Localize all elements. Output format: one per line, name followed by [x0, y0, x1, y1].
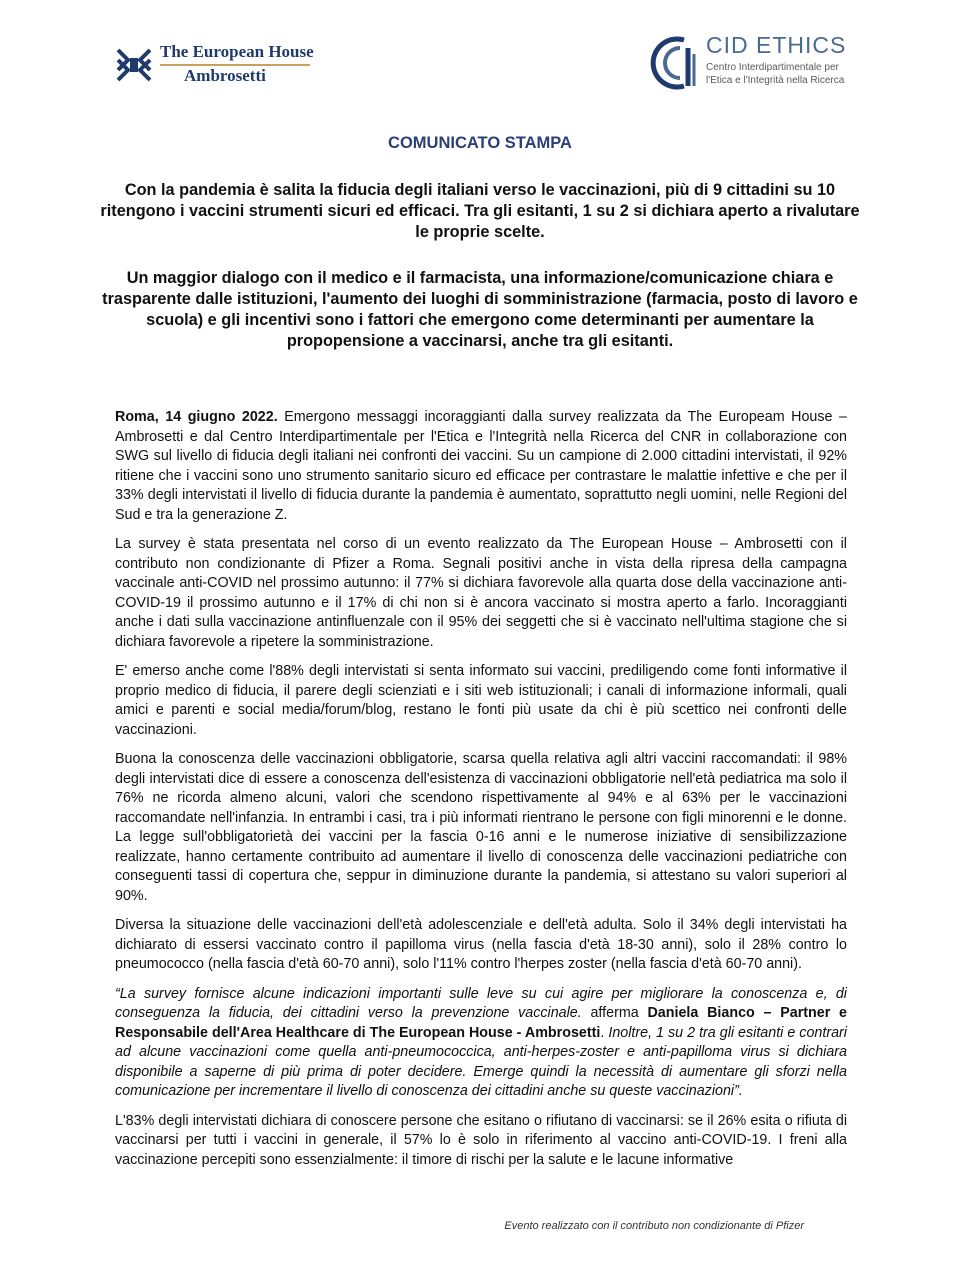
article-body — [115, 408, 847, 1180]
quote-part-1: “La survey fornisce alcune indicazioni importanti sulle leve su cui agire per migliorare la conoscenza e, di conseguenza la fiducia, dei cittadini verso la prevenzione vaccinale. — [115, 985, 847, 1021]
press-release-label: COMUNICATO STAMPA — [388, 134, 572, 152]
paragraph-1 — [115, 408, 847, 525]
cid-ethics-logo — [644, 32, 854, 94]
quote-separator: . — [600, 1024, 609, 1041]
ambrosetti-emblem-icon — [114, 44, 154, 84]
quote-part-2: Inoltre, 1 su 2 tra gli esitanti e contrari ad alcune vaccinazioni come quella anti-pneumococcica, anti-herpes-zoster e anti-papilloma virus si dichiara disponibile a saperne di più prima di poter decidere. Emerge quindi la necessità di aumentare gli sforzi nella comunicazione per incrementare il livello di conoscenza dei cittadini anche su queste vaccinazioni”. — [115, 1024, 847, 1099]
paragraph-1-text: Emergono messaggi incoraggianti dalla survey realizzata da The Europeam House – Ambrosetti e dal Centro Interdipartimentale per l'Etica e l'Integrità nella Ricerca del CNR in collaborazione con SWG sul livello di fiducia degli italiani nei confronti dei vaccini. Su un campione di 2.000 cittadini intervistati, il 92% ritiene che i vaccini sono uno strumento sanitario sicuro ed efficace per contrastare le malattie infettive e che per il 33% degli intervistati il livello di fiducia durante la pandemia è aumentato, soprattutto negli uomini, nelle Regioni del Sud e tra la generazione Z. — [115, 409, 847, 523]
the-european-house-ambrosetti-logo — [114, 42, 314, 88]
logo-text-ambrosetti: Ambrosetti — [184, 66, 266, 85]
paragraph-7: L'83% degli intervistati dichiara di conoscere persone che esitano o rifiutano di vaccinarsi: se il 26% esita o rifiuta di vaccinarsi per tutti i vaccini in generale, il 57% lo è solo in riferimento al vaccino anti-COVID-19. I freni alla vaccinazione percepiti sono essenzialmente: il timore di rischi per la salute e le lacune informative — [115, 1112, 847, 1168]
quote-speaker: Daniela Bianco – Partner e Responsabile dell'Area Healthcare di The European House - Ambrosetti — [115, 1005, 848, 1041]
cid-ethics-subtitle-1: Centro Interdipartimentale per — [706, 62, 839, 73]
headline-primary: Con la pandemia è salita la fiducia degli italiani verso le vaccinazioni, più di 9 cittadini su 10 ritengono i vaccini strumenti sicuri ed efficaci. Tra gli esitanti, 1 su 2 si dichiara aperto a rivalutare le proprie scelte. — [100, 181, 860, 241]
paragraph-2: La survey è stata presentata nel corso di un evento realizzato da The European House – Ambrosetti con il contributo non condizionante di Pfizer a Roma. Segnali positivi anche in vista della ripresa della campagna vaccinale anti-COVID nel prossimo autunno: il 77% si dichiara favorevole alla quarta dose della vaccinazione anti-COVID-19 il prossimo autunno e il 17% di chi non si è ancora vaccinato si mostra aperto a farlo. Incoraggianti anche i dati sulla vaccinazione antinfluenzale con il 95% dei seggetti che si è vaccinato nell'ultima stagione che si dichiara favorevole a ripetere la somministrazione. — [115, 536, 847, 650]
cid-ethics-title: CID ETHICS — [706, 32, 847, 58]
paragraph-6-quote — [115, 985, 847, 1102]
page-header — [0, 0, 960, 110]
footer-sponsor-note: Evento realizzato con il contributo non condizionante di Pfizer — [504, 1220, 804, 1232]
cid-ethics-emblem-icon — [644, 34, 702, 92]
headline-secondary: Un maggior dialogo con il medico e il farmacista, una informazione/comunicazione chiara e trasparente dalle istituzioni, l'aumento dei luoghi di somministrazione (farmacia, posto di lavoro e scuola) e gli incentivi sono i fattori che emergono come determinanti per aumentare la propopensione a vaccinarsi, anche tra gli esitanti. — [102, 269, 858, 350]
quote-attribution-verb: afferma — [581, 1005, 648, 1021]
logo-text-the-european-house: The European House — [160, 42, 314, 61]
cid-ethics-subtitle-2: l'Etica e l'Integrità nella Ricerca — [706, 75, 845, 86]
dateline: Roma, 14 giugno 2022. — [115, 409, 278, 425]
paragraph-5: Diversa la situazione delle vaccinazioni dell'età adolescenziale e dell'età adulta. Solo il 34% degli intervistati ha dichiarato di essersi vaccinato contro il papilloma virus (nella fascia d'età 18-30 anni), solo il 28% contro lo pneumococco (nella fascia d'età 60-70 anni), solo l'11% contro l'herpes zoster (nella fascia d'età 60-70 anni). — [115, 917, 847, 972]
paragraph-4: Buona la conoscenza delle vaccinazioni obbligatorie, scarsa quella relativa agli altri vaccini raccomandati: il 98% degli intervistati dice di essere a conoscenza dell'esistenza di vaccinazioni obbligatorie nell'età pediatrica ma solo il 76% ne ricorda almeno alcuni, valori che scendono rispettivamente al 94% e al 63% per le vaccinazioni raccomandate nell'infanzia. In entrambi i casi, tra i più informati rientrano le persone con figli minorenni e le donne. La legge sull'obbligatorietà dei vaccini per la fascia 0-16 anni e le numerose iniziative di sensibilizzazione realizzate, hanno certamente contribuito ad aumentare il livello di conoscenza delle vaccinazioni pediatriche con conseguenti tassi di copertura che, seppur in diminuzione durante la pandemia, si attestano su valori superiori al 90%. — [115, 751, 847, 904]
paragraph-3: E' emerso anche come l'88% degli intervistati si senta informato sui vaccini, prediligendo come fonti informative il proprio medico di fiducia, il parere degli scienziati e i siti web istituzionali; i canali di informazione informali, quali amici e parenti e social media/forum/blog, restano le fonti più usate da chi è più scettico nei confronti delle vaccinazioni. — [115, 663, 847, 738]
